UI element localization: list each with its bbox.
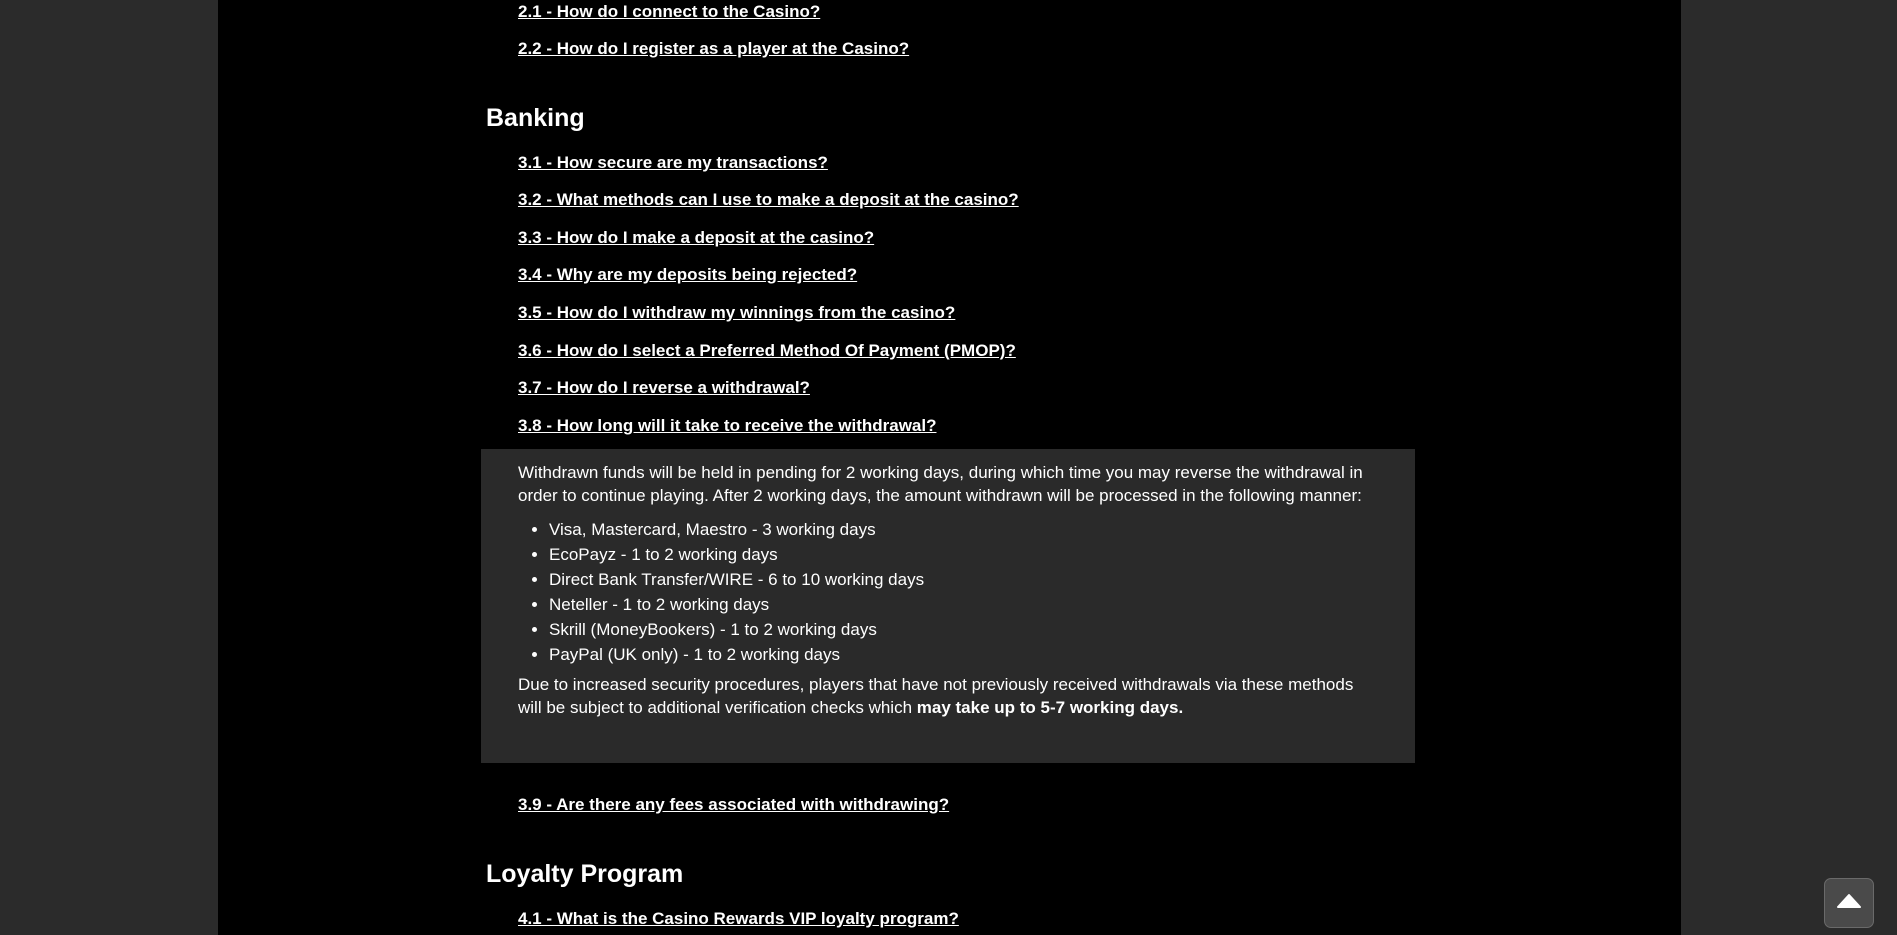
list-item: • Direct Bank Transfer/WIRE - 6 to 10 working days [549,567,1378,592]
answer-note-text: Due to increased security procedures, players that have not previously received withdrawals via these methods will be subject to additional verification checks which [518,675,1354,717]
faq-question-2-2[interactable]: 2.2 - How do I register as a player at the Casino? [518,39,910,58]
faq-question-3-7[interactable]: 3.7 - How do I reverse a withdrawal? [518,378,810,397]
page-content [218,0,1681,935]
answer-note [518,673,1378,719]
section-title-banking: Banking [486,104,585,132]
faq-question-4-1[interactable]: 4.1 - What is the Casino Rewards VIP loyalty program? [518,909,959,928]
faq-question-3-1[interactable]: 3.1 - How secure are my transactions? [518,153,828,172]
chevron-up-icon [1836,893,1862,911]
answer-intro: Withdrawn funds will be held in pending for 2 working days, during which time you may reverse the withdrawal in order to continue playing. After 2 working days, the amount withdrawn will be processed in the following manner: [518,463,1363,505]
faq-question-3-5[interactable]: 3.5 - How do I withdraw my winnings from the casino? [518,303,956,322]
faq-answer-body [518,461,1378,719]
faq-question-3-8[interactable]: 3.8 - How long will it take to receive the withdrawal? [518,416,937,435]
faq-question-2-1[interactable]: 2.1 - How do I connect to the Casino? [518,2,821,21]
list-item: • Skrill (MoneyBookers) - 1 to 2 working days [549,617,1378,642]
scroll-to-top-button[interactable] [1824,878,1874,928]
withdrawal-methods-list [518,517,1378,667]
list-item: • PayPal (UK only) - 1 to 2 working days [549,642,1378,667]
answer-note-emphasis: may take up to 5-7 working days. [916,698,1184,717]
faq-list [218,0,1681,935]
faq-question-3-3[interactable]: 3.3 - How do I make a deposit at the casino? [518,228,875,247]
section-title-loyalty: Loyalty Program [486,860,684,888]
faq-question-3-2[interactable]: 3.2 - What methods can I use to make a deposit at the casino? [518,190,1019,209]
faq-question-3-6[interactable]: 3.6 - How do I select a Preferred Method Of Payment (PMOP)? [518,341,1016,360]
faq-question-3-9[interactable]: 3.9 - Are there any fees associated with withdrawing? [518,795,950,814]
faq-answer-3-8 [481,449,1415,763]
list-item: • Neteller - 1 to 2 working days [549,592,1378,617]
list-item: • EcoPayz - 1 to 2 working days [549,542,1378,567]
faq-question-3-4[interactable]: 3.4 - Why are my deposits being rejected? [518,265,858,284]
list-item: • Visa, Mastercard, Maestro - 3 working days [549,517,1378,542]
